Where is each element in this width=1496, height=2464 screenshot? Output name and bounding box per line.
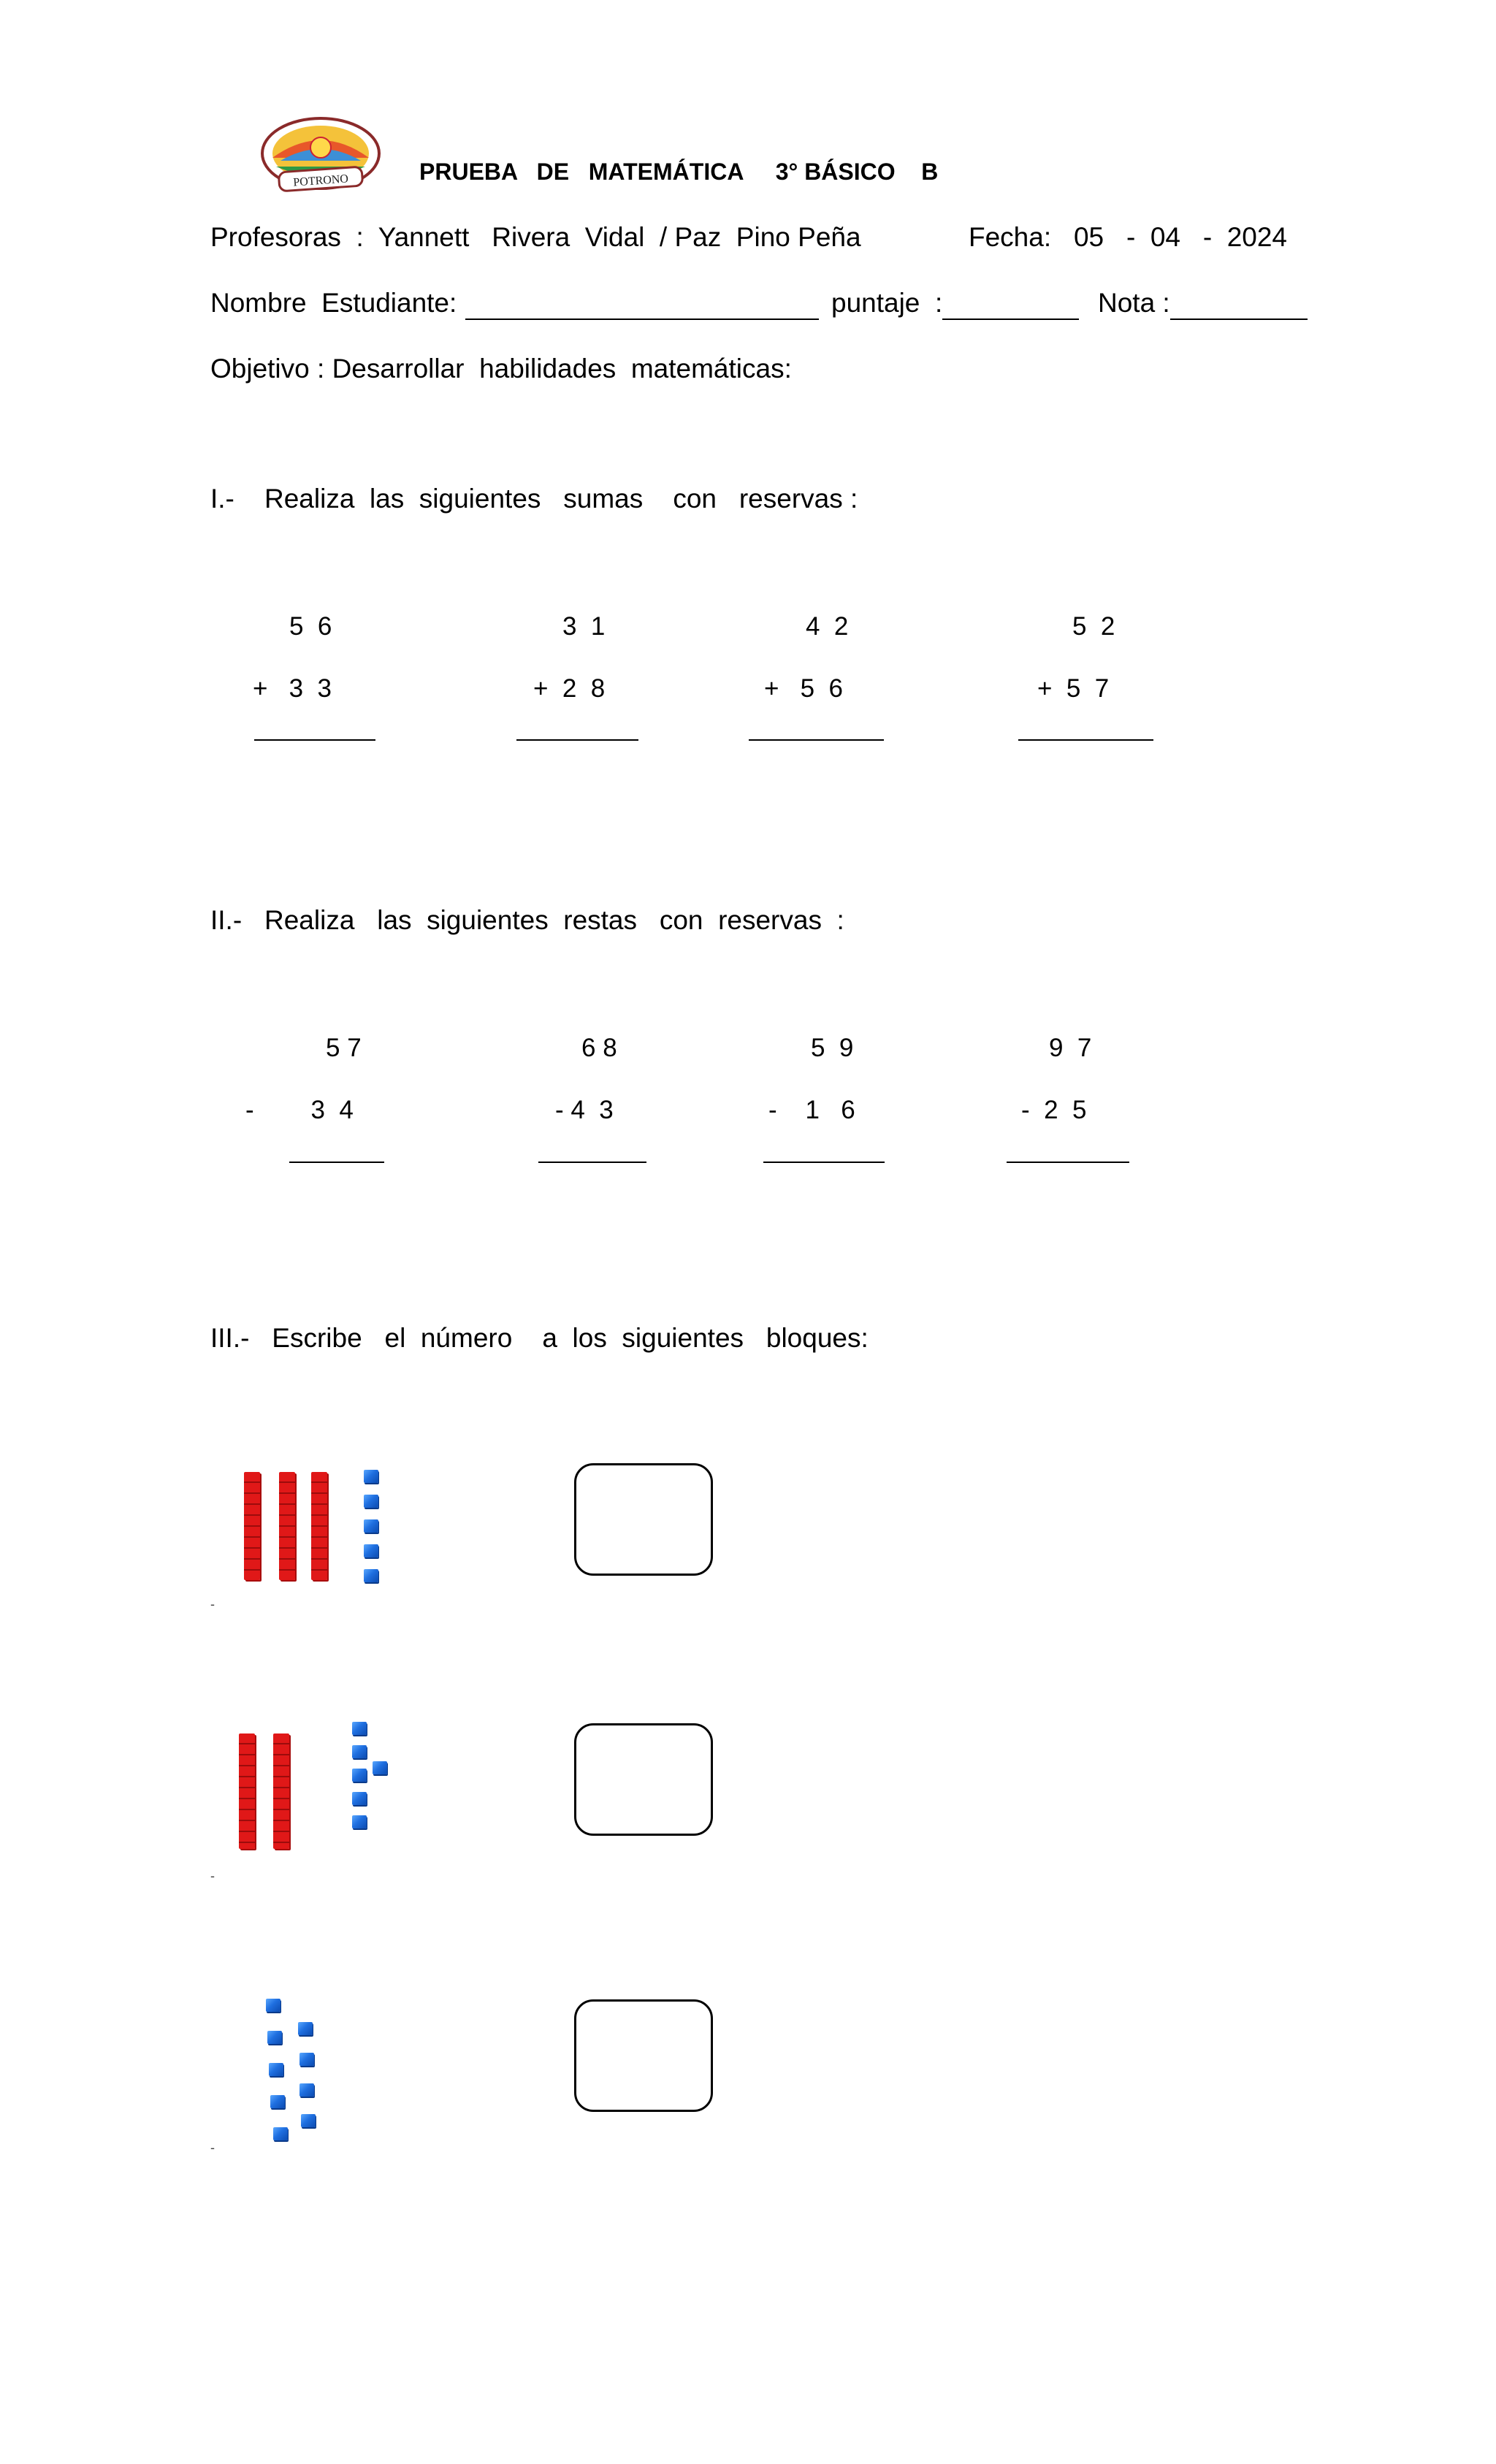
unit-cube	[299, 2083, 314, 2097]
unit-cube	[352, 1745, 367, 1758]
unit-cube	[373, 1761, 387, 1774]
unit-cube	[364, 1519, 378, 1533]
unit-cube	[352, 1769, 367, 1782]
item-marker: -	[210, 1597, 215, 1611]
addend-bottom: + 5 7	[1037, 674, 1110, 703]
unit-cube	[364, 1544, 378, 1557]
unit-cube	[301, 2114, 316, 2127]
answer-box[interactable]	[574, 1723, 713, 1836]
teachers-line: Profesoras : Yannett Rivera Vidal / Paz Pino Peña	[210, 222, 861, 252]
subtrahend: - 4 3	[555, 1096, 614, 1124]
answer-line[interactable]	[1018, 739, 1153, 741]
unit-cube	[299, 2053, 314, 2066]
minuend: 5 9	[811, 1034, 854, 1062]
addend-bottom: + 5 6	[764, 674, 843, 703]
tens-rod	[279, 1472, 295, 1580]
answer-line[interactable]	[538, 1162, 646, 1163]
answer-line[interactable]	[1007, 1162, 1129, 1163]
answer-box[interactable]	[574, 1463, 713, 1576]
minuend: 9 7	[1049, 1034, 1092, 1062]
page-title: PRUEBA DE MATEMÁTICA 3° BÁSICO B	[419, 159, 939, 185]
tens-rod	[273, 1733, 289, 1849]
answer-box[interactable]	[574, 1999, 713, 2112]
item-marker: -	[210, 2140, 215, 2155]
addend-top: 5 2	[1072, 612, 1115, 641]
unit-cube	[267, 2031, 282, 2044]
section3-heading: III.- Escribe el número a los siguientes bloques:	[210, 1323, 869, 1353]
section1-heading: I.- Realiza las siguientes sumas con reservas :	[210, 484, 858, 514]
addend-bottom: + 2 8	[533, 674, 606, 703]
unit-cube	[364, 1569, 378, 1582]
unit-cube	[269, 2063, 283, 2076]
unit-cube	[352, 1792, 367, 1805]
tens-rod	[311, 1472, 327, 1580]
unit-cube	[352, 1722, 367, 1735]
subtrahend: - 2 5	[1021, 1096, 1087, 1124]
answer-line[interactable]	[254, 739, 375, 741]
grade-label: Nota :	[1098, 288, 1170, 318]
date-line: Fecha: 05 - 04 - 2024	[969, 222, 1288, 252]
subtrahend: - 3 4	[245, 1096, 354, 1124]
answer-line[interactable]	[763, 1162, 885, 1163]
unit-cube	[352, 1815, 367, 1828]
grade-field[interactable]	[1170, 319, 1308, 320]
unit-cube	[266, 1999, 280, 2012]
unit-cube	[273, 2127, 288, 2140]
logo-text: POTRONO	[292, 172, 349, 189]
unit-cube	[270, 2095, 285, 2108]
addend-top: 4 2	[806, 612, 849, 641]
addend-top: 5 6	[289, 612, 332, 641]
student-name-field[interactable]	[465, 319, 819, 320]
tens-rod	[239, 1733, 255, 1849]
answer-line[interactable]	[289, 1162, 384, 1163]
minuend: 6 8	[581, 1034, 617, 1062]
objective-line: Objetivo : Desarrollar habilidades matemáticas:	[210, 354, 792, 384]
item-marker: -	[210, 1869, 215, 1883]
score-label: puntaje :	[831, 288, 943, 318]
unit-cube	[364, 1470, 378, 1483]
school-logo	[252, 102, 376, 189]
subtrahend: - 1 6	[768, 1096, 855, 1124]
unit-cube	[364, 1495, 378, 1508]
minuend: 5 7	[326, 1034, 362, 1062]
section2-heading: II.- Realiza las siguientes restas con reservas :	[210, 905, 844, 935]
addend-bottom: + 3 3	[253, 674, 332, 703]
unit-cube	[298, 2022, 313, 2035]
answer-line[interactable]	[516, 739, 638, 741]
addend-top: 3 1	[562, 612, 606, 641]
student-name-label: Nombre Estudiante:	[210, 288, 457, 318]
tens-rod	[244, 1472, 260, 1580]
answer-line[interactable]	[749, 739, 884, 741]
score-field[interactable]	[942, 319, 1079, 320]
